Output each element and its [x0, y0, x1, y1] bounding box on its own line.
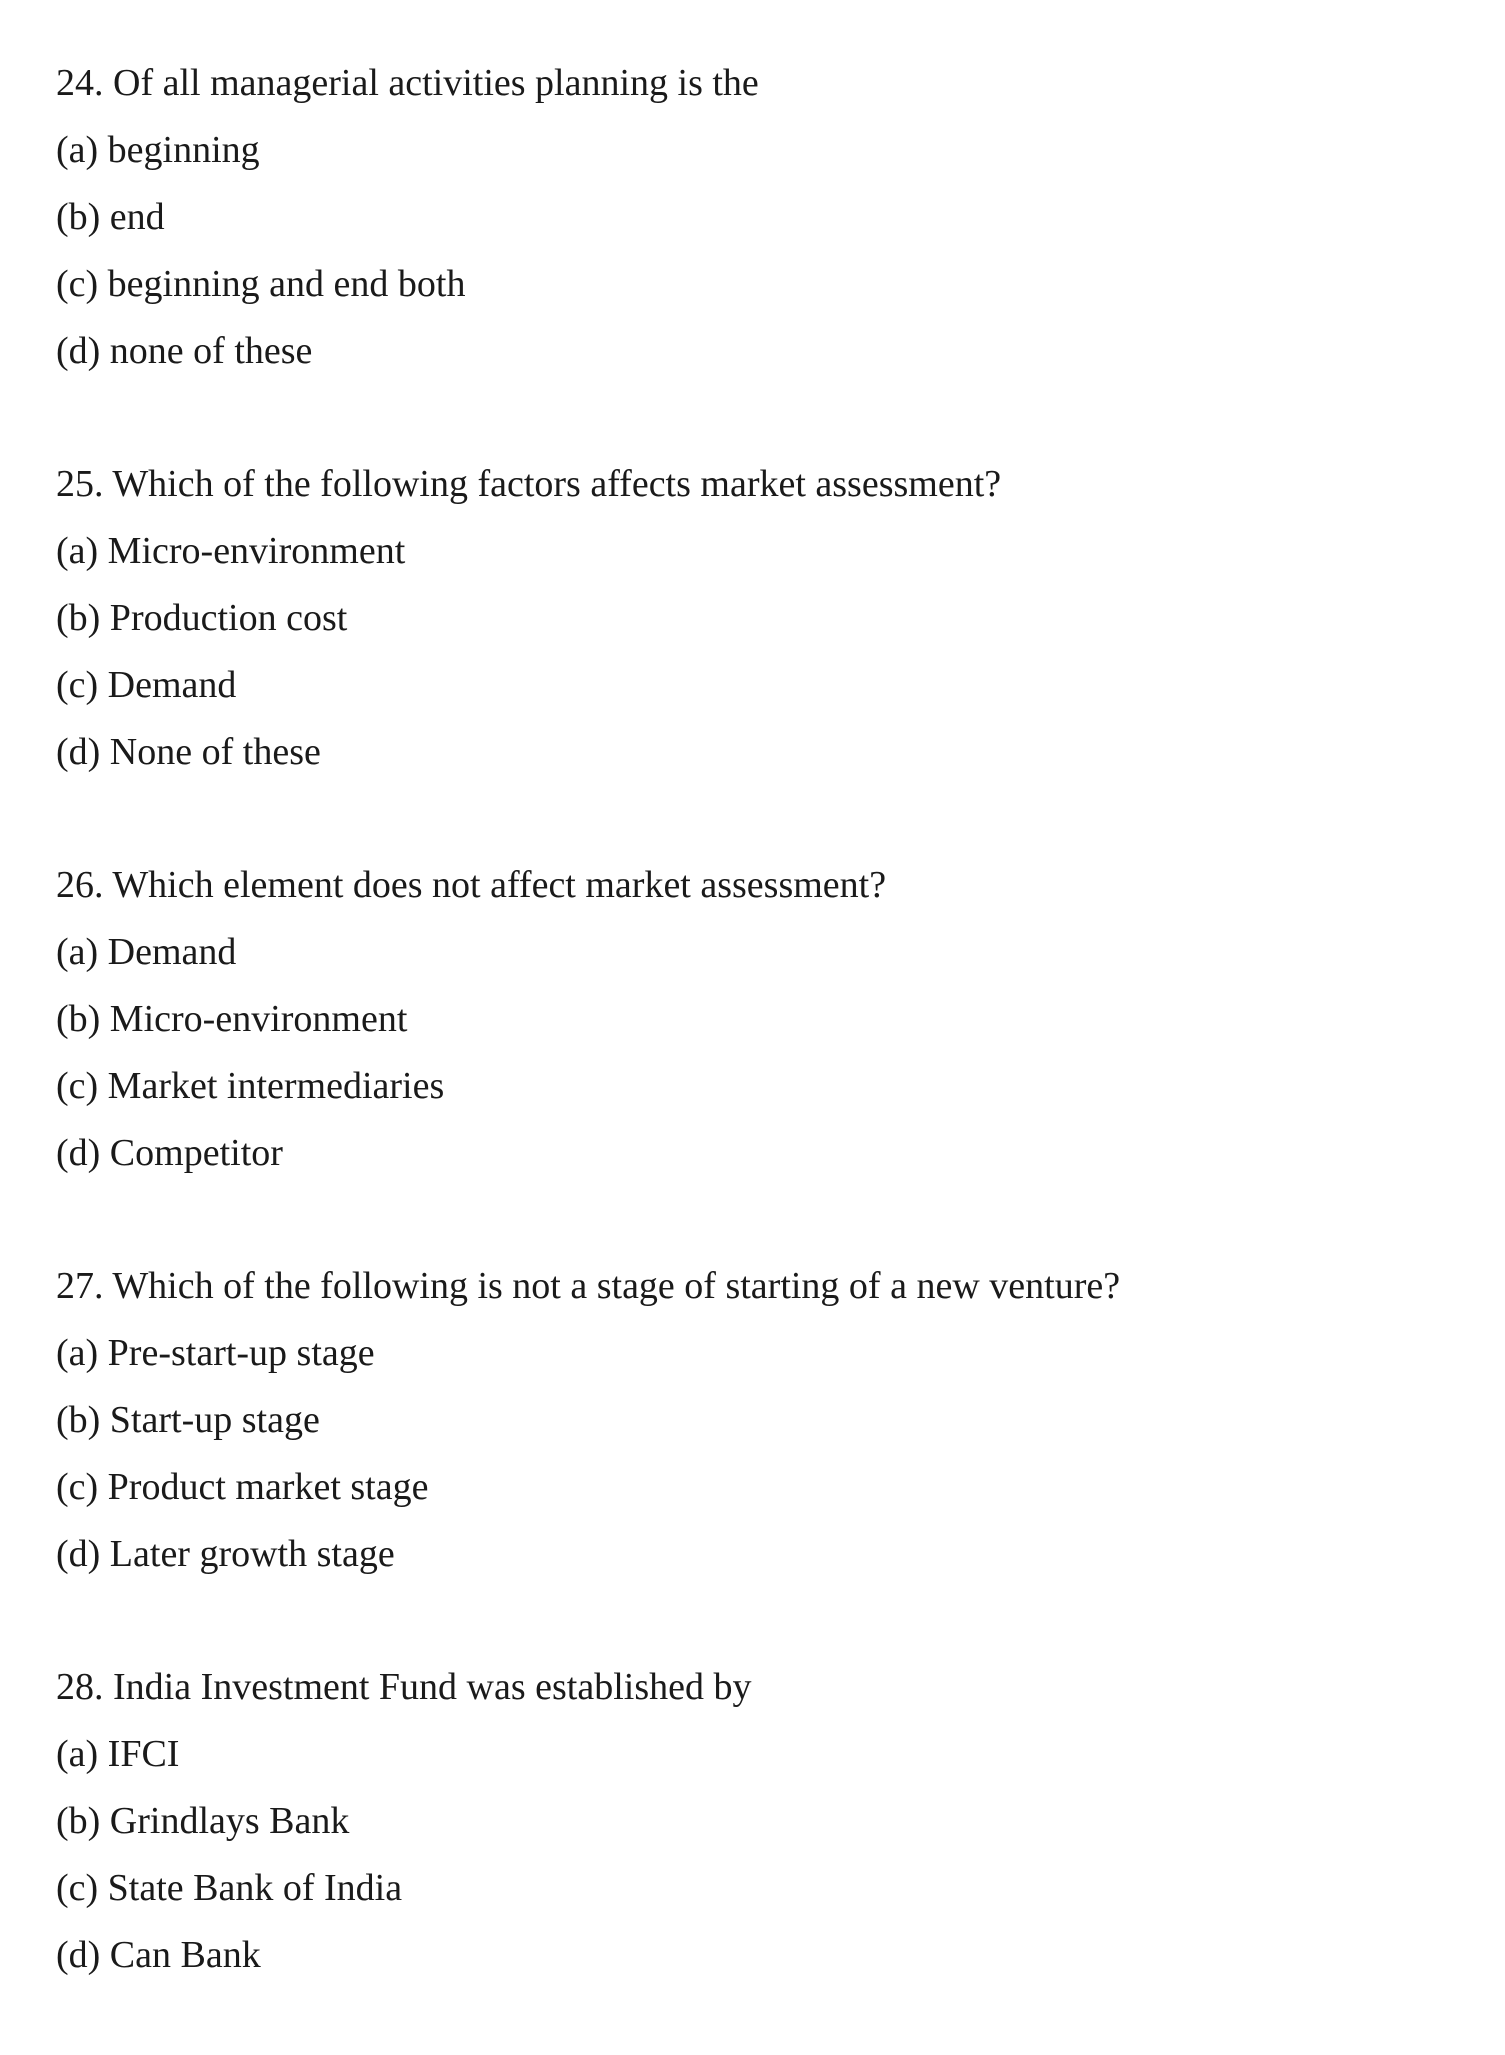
option-d: (d) none of these: [56, 330, 313, 372]
option-a: (a) Demand: [56, 931, 237, 973]
option-c: (c) Demand: [56, 664, 237, 706]
question-25: [56, 451, 1465, 786]
option-c: (c) State Bank of India: [56, 1867, 403, 1909]
option-a: (a) Micro-environment: [56, 530, 406, 572]
question-text: 27. Which of the following is not a stage of starting of a new venture?: [56, 1265, 1121, 1307]
option-d: (d) Competitor: [56, 1132, 283, 1174]
question-text: 28. India Investment Fund was established by: [56, 1666, 752, 1708]
option-d: (d) None of these: [56, 731, 321, 773]
option-c: (c) Product market stage: [56, 1466, 429, 1508]
document-page: [56, 50, 1465, 2055]
question-27: [56, 1253, 1465, 1588]
option-b: (b) Start-up stage: [56, 1399, 320, 1441]
option-d: (d) Later growth stage: [56, 1533, 395, 1575]
question-text: 26. Which element does not affect market assessment?: [56, 864, 887, 906]
option-a: (a) Pre-start-up stage: [56, 1332, 375, 1374]
option-d: (d) Can Bank: [56, 1934, 261, 1976]
option-a: (a) beginning: [56, 129, 260, 171]
option-b: (b) end: [56, 196, 165, 238]
option-c: (c) beginning and end both: [56, 263, 466, 305]
option-b: (b) Micro-environment: [56, 998, 408, 1040]
question-24: [56, 50, 1465, 385]
option-b: (b) Production cost: [56, 597, 348, 639]
option-c: (c) Market intermediaries: [56, 1065, 445, 1107]
option-b: (b) Grindlays Bank: [56, 1800, 350, 1842]
question-text: 24. Of all managerial activities planning is the: [56, 62, 759, 104]
question-26: [56, 852, 1465, 1187]
question-text: 25. Which of the following factors affects market assessment?: [56, 463, 1002, 505]
option-a: (a) IFCI: [56, 1733, 180, 1775]
question-28: [56, 1654, 1465, 1989]
